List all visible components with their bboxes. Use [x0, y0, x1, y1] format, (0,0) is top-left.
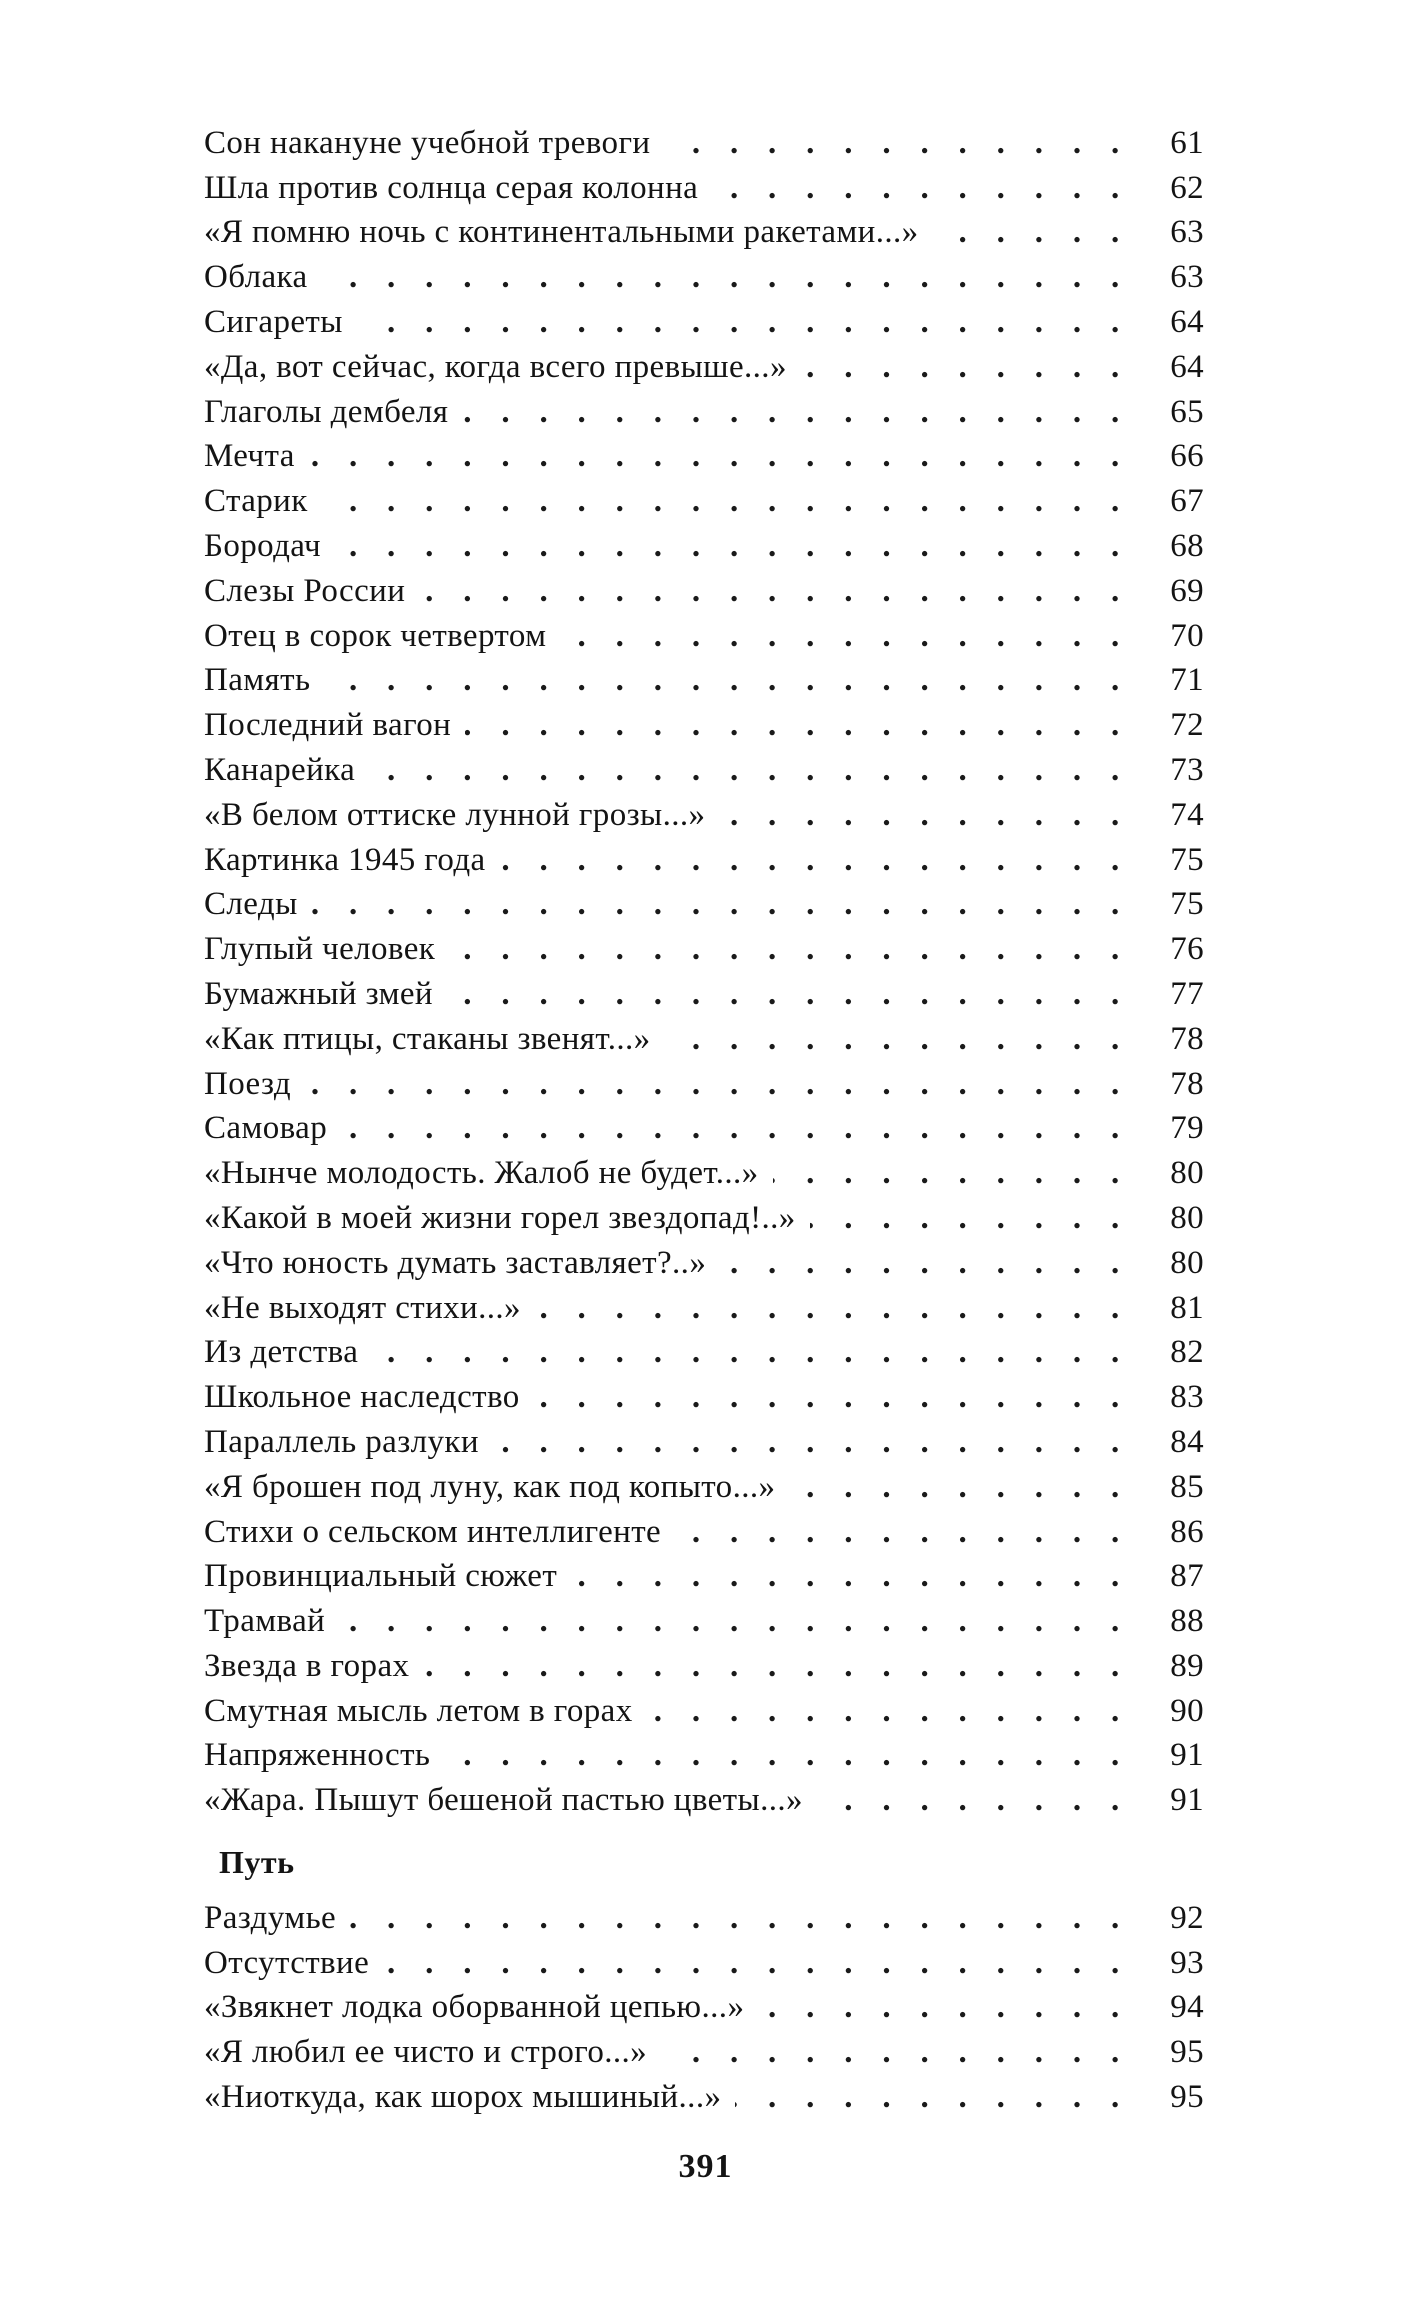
toc-entry-title: Память — [204, 662, 311, 699]
toc-entry — [204, 613, 1204, 658]
toc-entry — [204, 1777, 1204, 1822]
toc-entry-page: 89 — [1170, 1647, 1204, 1684]
toc-entry-page: 80 — [1170, 1244, 1204, 1281]
toc-entry-title: Следы — [204, 886, 298, 923]
toc-entry — [204, 523, 1204, 568]
toc-entry — [204, 1895, 1204, 1940]
toc-entry-page: 64 — [1170, 303, 1204, 340]
toc-entry-page: 91 — [1170, 1737, 1204, 1774]
toc-entry-title: «Ниоткуда, как шорох мышиный...» — [204, 2078, 722, 2115]
toc-entry — [204, 299, 1204, 344]
toc-entry — [204, 478, 1204, 523]
toc-entry-title: Напряженность — [204, 1737, 431, 1774]
toc-entry-page: 64 — [1170, 348, 1204, 385]
toc-entry-page: 80 — [1170, 1155, 1204, 1192]
dot-leader — [535, 1286, 1140, 1330]
toc-entry — [204, 747, 1204, 792]
toc-entry — [204, 1940, 1204, 1985]
toc-entry-page: 87 — [1170, 1558, 1204, 1595]
toc-entry — [204, 702, 1204, 747]
toc-entry — [204, 1598, 1204, 1643]
dot-leader — [664, 121, 1140, 165]
toc-entry-page: 61 — [1170, 124, 1204, 161]
toc-entry-title: Раздумье — [204, 1899, 337, 1936]
toc-entry-title: Бумажный змей — [204, 975, 433, 1012]
dot-leader — [493, 1420, 1140, 1464]
toc-entry — [204, 344, 1204, 389]
toc-entry — [204, 389, 1204, 434]
toc-entry-title: Глаголы дембеля — [204, 393, 449, 430]
dot-leader — [712, 166, 1140, 210]
toc-entry — [204, 120, 1204, 165]
toc-entry-title: Старик — [204, 483, 308, 520]
toc-entry — [204, 1509, 1204, 1554]
toc-entry-page: 77 — [1170, 975, 1204, 1012]
toc-entry-page: 81 — [1170, 1289, 1204, 1326]
toc-entry-title: «Что юность думать заставляет?..» — [204, 1244, 707, 1281]
toc-entry — [204, 1330, 1204, 1375]
toc-entry-title: Последний вагон — [204, 707, 452, 744]
dot-leader — [444, 1733, 1140, 1777]
toc-entry-page: 88 — [1170, 1603, 1204, 1640]
toc-entry-title: Сигареты — [204, 303, 343, 340]
dot-leader — [335, 524, 1140, 568]
toc-entry-title: Шла против солнца серая колонна — [204, 169, 699, 206]
toc-entry-page: 68 — [1170, 527, 1204, 564]
dot-leader — [312, 882, 1140, 926]
toc-entry-title: Мечта — [204, 438, 295, 475]
toc-entry-page: 83 — [1170, 1379, 1204, 1416]
dot-leader — [449, 927, 1140, 971]
toc-entry — [204, 971, 1204, 1016]
toc-entry-title: Слезы России — [204, 572, 406, 609]
toc-entry-title: Бородач — [204, 527, 322, 564]
dot-leader — [720, 1241, 1140, 1285]
toc-entry — [204, 210, 1204, 255]
toc-entry — [204, 1733, 1204, 1778]
toc-entry-title: «В белом оттиске лунной грозы...» — [204, 796, 706, 833]
toc-entry — [204, 1150, 1204, 1195]
toc-entry-title: Картинка 1945 года — [204, 841, 486, 878]
dot-leader — [810, 1196, 1140, 1240]
toc-entry-page: 75 — [1170, 841, 1204, 878]
toc-entry-page: 78 — [1170, 1065, 1204, 1102]
dot-leader — [350, 1896, 1140, 1940]
toc-entry-title: «Я брошен под луну, как под копыто...» — [204, 1468, 776, 1505]
toc-entry-title: «Какой в моей жизни горел звездопад!..» — [204, 1199, 796, 1236]
dot-leader — [773, 1151, 1140, 1195]
toc-entry-page: 95 — [1170, 2078, 1204, 2115]
toc-entry — [204, 882, 1204, 927]
toc-entry-title: «Как птицы, стаканы звенят...» — [204, 1020, 651, 1057]
toc-entry-title: Смутная мысль летом в горах — [204, 1692, 633, 1729]
toc-entry — [204, 1374, 1204, 1419]
toc-entry-page: 90 — [1170, 1692, 1204, 1729]
dot-leader — [661, 2030, 1140, 2074]
toc-entry-page: 73 — [1170, 751, 1204, 788]
toc-entry — [204, 1106, 1204, 1151]
dot-leader — [560, 614, 1140, 658]
toc-entry-title: «Я помню ночь с континентальными ракетами...» — [204, 214, 919, 251]
toc-entry — [204, 254, 1204, 299]
toc-entry — [204, 2074, 1204, 2119]
dot-leader — [322, 479, 1140, 523]
toc-entry — [204, 1285, 1204, 1330]
toc-entry-page: 62 — [1170, 169, 1204, 206]
toc-entry — [204, 568, 1204, 613]
toc-entry — [204, 1195, 1204, 1240]
toc-entry-page: 74 — [1170, 796, 1204, 833]
dot-leader — [309, 434, 1140, 478]
dot-leader — [322, 255, 1141, 299]
dot-leader — [383, 1941, 1140, 1985]
toc-entry-title: «Я любил ее чисто и строго...» — [204, 2034, 648, 2071]
toc-entry-title: Глупый человек — [204, 931, 436, 968]
toc-entry — [204, 1985, 1204, 2030]
dot-leader — [447, 972, 1140, 1016]
dot-leader — [324, 658, 1140, 702]
dot-leader — [500, 838, 1140, 882]
toc-entry-page: 78 — [1170, 1020, 1204, 1057]
toc-entry-page: 66 — [1170, 438, 1204, 475]
toc-entry-title: «Не выходят стихи...» — [204, 1289, 521, 1326]
toc-entry-title: Провинциальный сюжет — [204, 1558, 558, 1595]
toc-entry — [204, 1419, 1204, 1464]
dot-leader — [369, 748, 1140, 792]
toc-entry-page: 76 — [1170, 931, 1204, 968]
toc-entry — [204, 165, 1204, 210]
toc-entry-page: 93 — [1170, 1944, 1204, 1981]
dot-leader — [719, 793, 1140, 837]
toc-entry-page: 67 — [1170, 483, 1204, 520]
toc-entry-page: 80 — [1170, 1199, 1204, 1236]
dot-leader — [735, 2075, 1140, 2119]
toc-entry-title: Облака — [204, 259, 308, 296]
dot-leader — [758, 1985, 1140, 2029]
toc-entry — [204, 1688, 1204, 1733]
toc-entry-page: 75 — [1170, 886, 1204, 923]
toc-entry-title: «Жара. Пышут бешеной пастью цветы...» — [204, 1782, 803, 1819]
toc-entry-title: Стихи о сельском интеллигенте — [204, 1513, 662, 1550]
toc-entry — [204, 926, 1204, 971]
dot-leader — [571, 1554, 1140, 1598]
toc-entry-title: Параллель разлуки — [204, 1423, 479, 1460]
toc-entry-title: «Звякнет лодка оборванной цепью...» — [204, 1989, 745, 2026]
toc-entry-page: 86 — [1170, 1513, 1204, 1550]
dot-leader — [801, 345, 1140, 389]
toc-entry — [204, 1554, 1204, 1599]
toc-entry — [204, 1061, 1204, 1106]
dot-leader — [675, 1510, 1140, 1554]
dot-leader — [305, 1062, 1140, 1106]
toc-entry-page: 91 — [1170, 1782, 1204, 1819]
toc-entry-page: 85 — [1170, 1468, 1204, 1505]
toc-entry-title: Отсутствие — [204, 1944, 370, 1981]
toc-entry — [204, 1240, 1204, 1285]
dot-leader — [647, 1689, 1140, 1733]
dot-leader — [789, 1465, 1140, 1509]
toc-entry — [204, 1643, 1204, 1688]
dot-leader — [534, 1375, 1140, 1419]
dot-leader — [372, 1330, 1140, 1374]
dot-leader — [665, 1017, 1140, 1061]
toc-entry-title: «Да, вот сейчас, когда всего превыше...» — [204, 348, 787, 385]
section-heading: Путь — [219, 1844, 295, 1880]
toc-entry-page: 69 — [1170, 572, 1204, 609]
toc-entry-page: 94 — [1170, 1989, 1204, 2026]
toc-entry-title: Сон накануне учебной тревоги — [204, 124, 651, 161]
toc-entry — [204, 1016, 1204, 1061]
toc-entry — [204, 658, 1204, 703]
dot-leader — [419, 569, 1140, 613]
toc-entry-title: Поезд — [204, 1065, 292, 1102]
dot-leader — [465, 703, 1140, 747]
toc-entry-page: 63 — [1170, 214, 1204, 251]
toc-entry-page: 84 — [1170, 1423, 1204, 1460]
toc-entry-title: Самовар — [204, 1110, 328, 1147]
toc-entry-title: Трамвай — [204, 1603, 326, 1640]
toc-entry-page: 79 — [1170, 1110, 1204, 1147]
toc-entry-title: Отец в сорок четвертом — [204, 617, 547, 654]
toc-entry-title: «Нынче молодость. Жалоб не будет...» — [204, 1155, 759, 1192]
toc-entry — [204, 792, 1204, 837]
toc-entry-page: 65 — [1170, 393, 1204, 430]
toc-entry — [204, 434, 1204, 479]
toc-entry-title: Звезда в горах — [204, 1647, 410, 1684]
table-of-contents-part1 — [204, 120, 1204, 1822]
toc-entry — [204, 2029, 1204, 2074]
dot-leader — [817, 1778, 1140, 1822]
toc-entry-title: Канарейка — [204, 751, 356, 788]
dot-leader — [423, 1644, 1140, 1688]
toc-entry-title: Школьное наследство — [204, 1379, 520, 1416]
toc-entry-page: 70 — [1170, 617, 1204, 654]
toc-entry-page: 72 — [1170, 707, 1204, 744]
toc-entry-page: 92 — [1170, 1899, 1204, 1936]
dot-leader — [341, 1106, 1140, 1150]
toc-entry-page: 95 — [1170, 2034, 1204, 2071]
toc-entry-title: Из детства — [204, 1334, 359, 1371]
table-of-contents-part2 — [204, 1895, 1204, 2119]
toc-entry-page: 71 — [1170, 662, 1204, 699]
dot-leader — [339, 1599, 1140, 1643]
dot-leader — [462, 390, 1140, 434]
toc-entry — [204, 837, 1204, 882]
dot-leader — [357, 300, 1140, 344]
toc-entry — [204, 1464, 1204, 1509]
toc-entry-page: 82 — [1170, 1334, 1204, 1371]
page-number: 391 — [678, 2148, 733, 2185]
dot-leader — [933, 210, 1140, 254]
toc-entry-page: 63 — [1170, 259, 1204, 296]
